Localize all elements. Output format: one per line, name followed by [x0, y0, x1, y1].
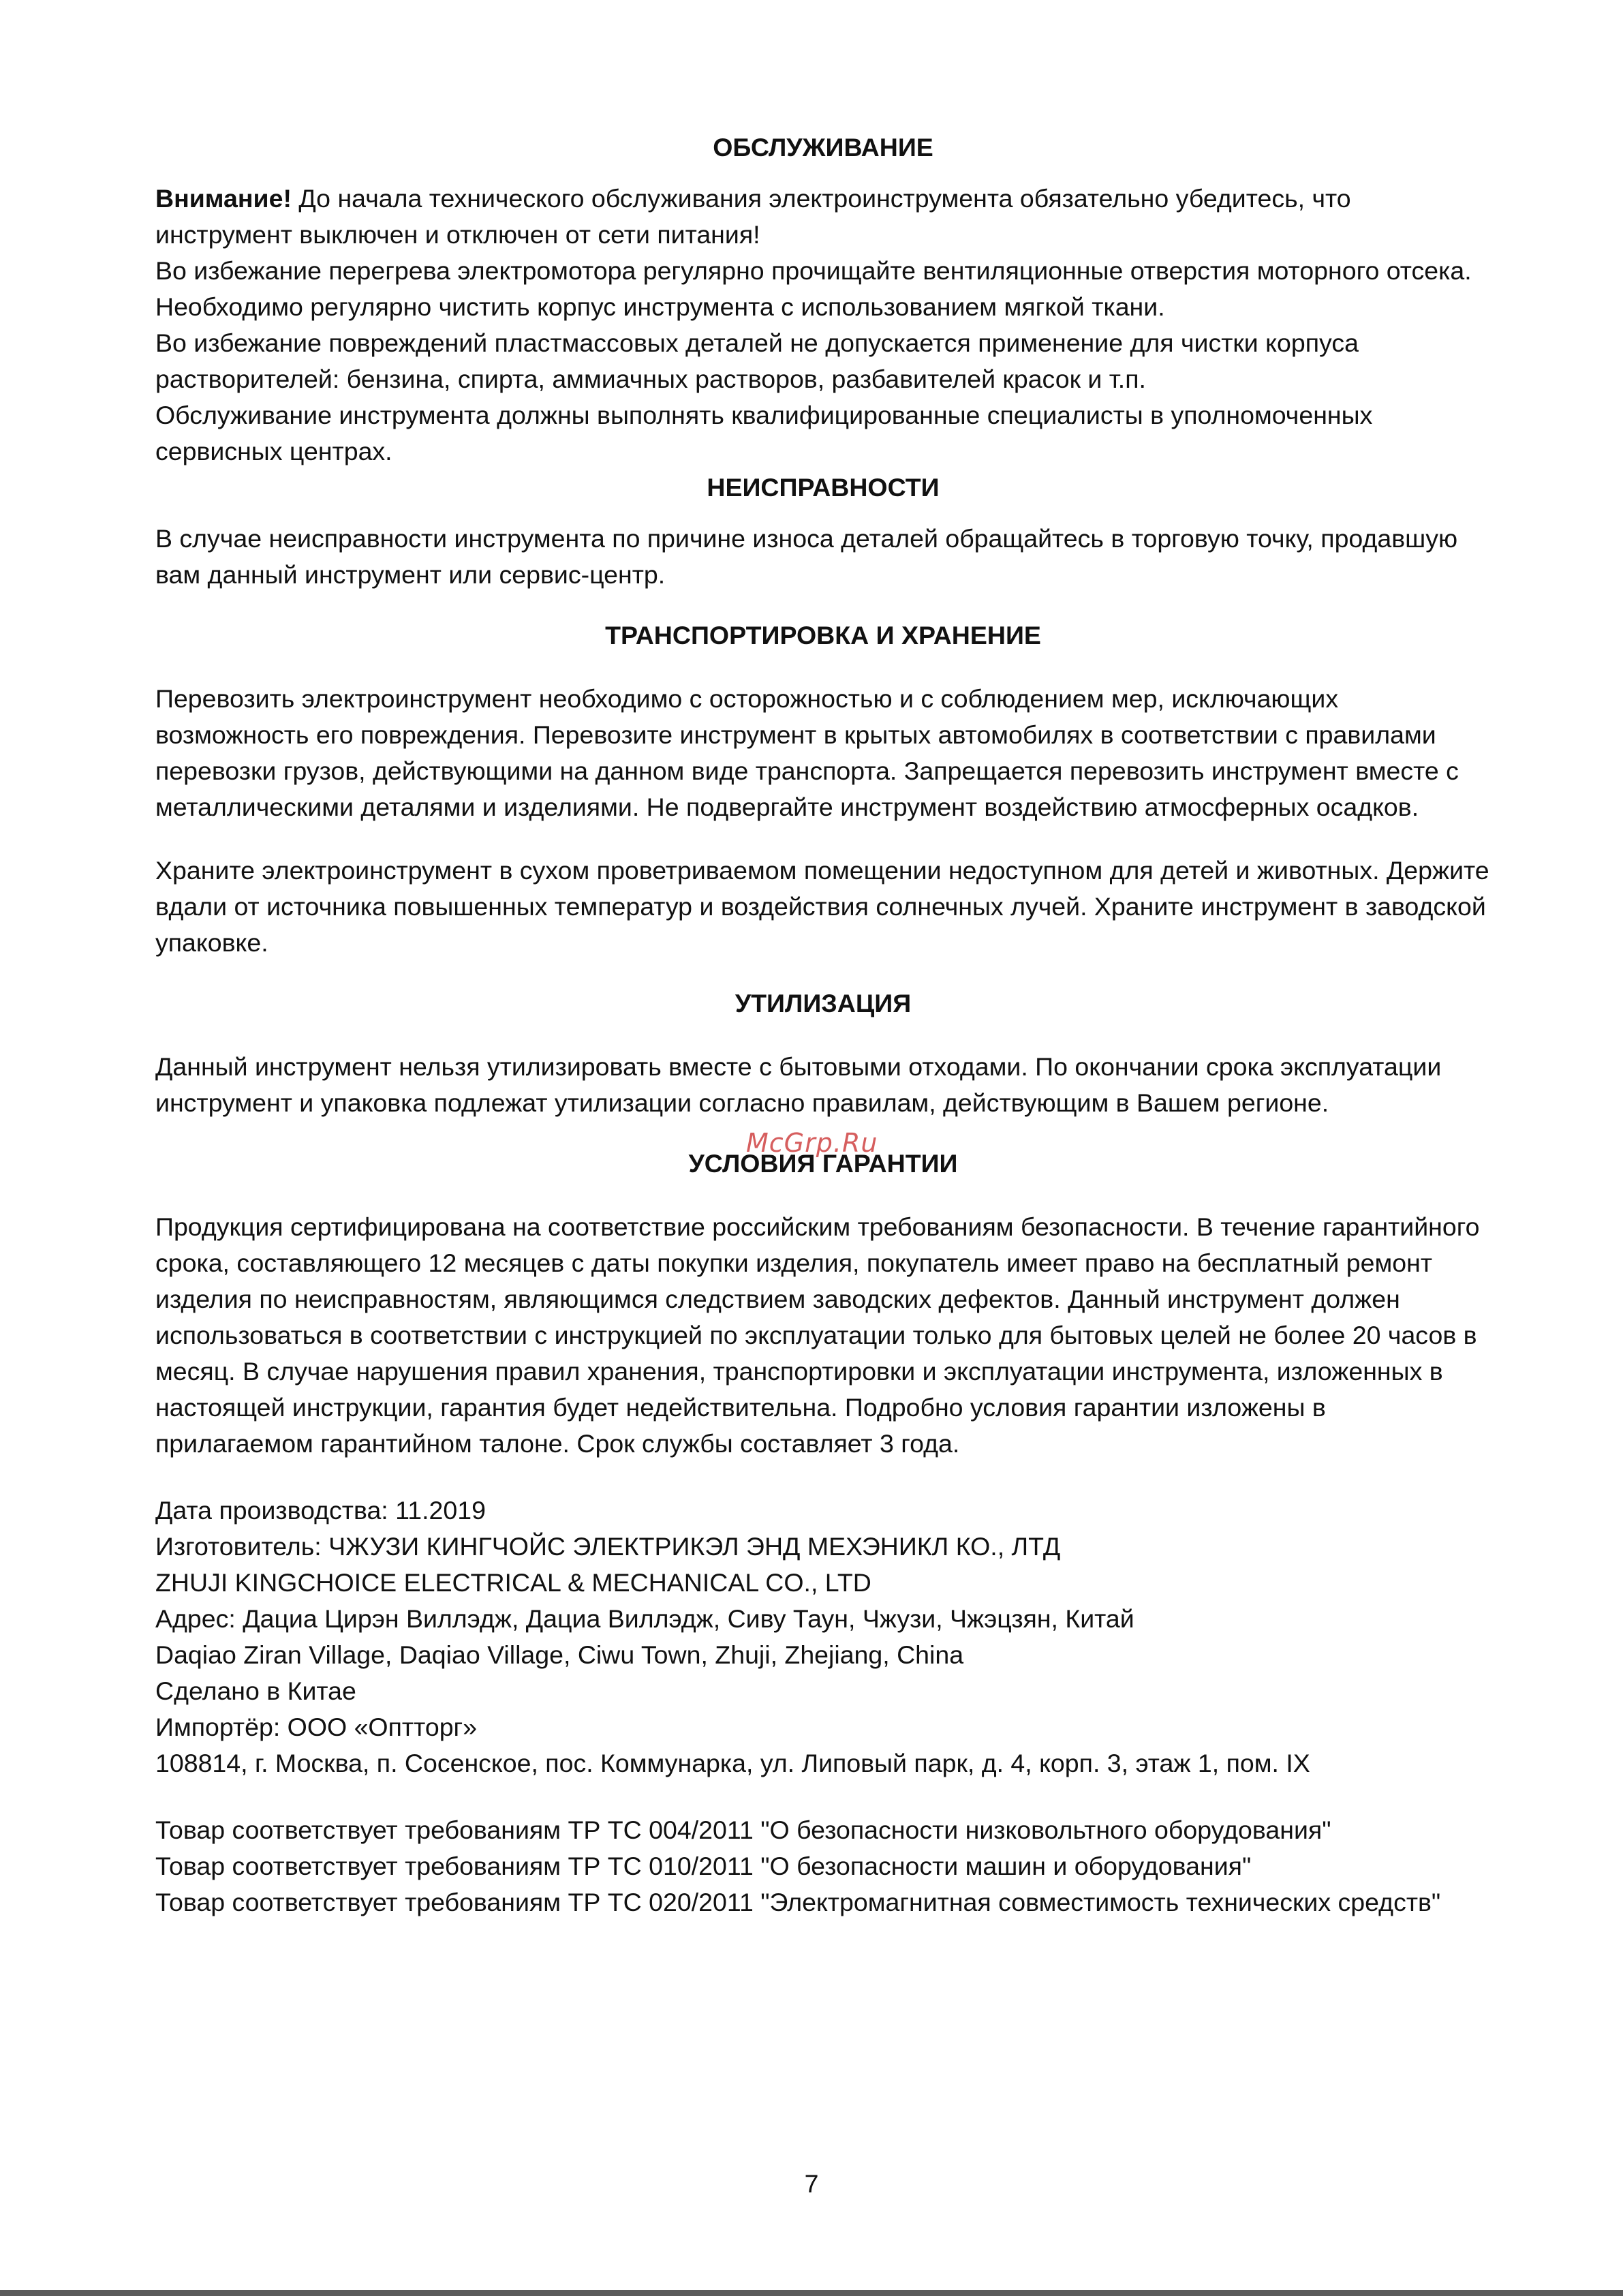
warranty-paragraph: Продукция сертифицирована на соответствие российским требованиям безопасности. В течение гарантийного срока, составляющего 12 месяцев с даты покупки изделия, покупатель имеет право на бесплатный ремонт изделия по неисправностям, являющимся следствием заводских дефектов. Данный инструмент должен использоваться в соответствии с инструкцией по эксплуатации только для бытовых целей не более 20 часов в месяц. В случае нарушения правил хранения, транспортировки и эксплуатации инструмента, изложенных в настоящей инструкции, гарантия будет недействительна. Подробно условия гарантии изложены в прилагаемом гарантийном талоне. Срок службы составляет 3 года.	[155, 1212, 1480, 1458]
made-in: Сделано в Китае	[155, 1677, 356, 1705]
disposal-paragraph: Данный инструмент нельзя утилизировать вместе с бытовыми отходами. По окончании срока эксплуатации инструмент и упаковка подлежат утилизации согласно правилам, действующим в Вашем регионе.	[155, 1052, 1442, 1117]
faults-paragraph: В случае неисправности инструмента по причине износа деталей обращайтесь в торговую точку, продавшую вам данный инструмент или сервис-центр.	[155, 524, 1458, 589]
section-title-disposal: УТИЛИЗАЦИЯ	[735, 989, 912, 1017]
maintenance-paragraph-1: Во избежание перегрева электромотора регулярно прочищайте вентиляционные отверстия моторного отсека. Необходимо регулярно чистить корпус инструмента с использованием мягкой ткани.	[155, 256, 1472, 321]
section-title-maintenance: ОБСЛУЖИВАНИЕ	[713, 133, 933, 162]
maintenance-paragraph-2: Во избежание повреждений пластмассовых деталей не допускается применение для чистки корпуса растворителей: бензина, спирта, аммиачных растворов, разбавителей красок и т.п.	[155, 328, 1359, 393]
manufacturer-address-ru: Адрес: Дациа Цирэн Виллэдж, Дациа Виллэдж, Сиву Таун, Чжузи, Чжэцзян, Китай	[155, 1604, 1134, 1633]
warning-text: До начала технического обслуживания электроинструмента обязательно убедитесь, что инструмент выключен и отключен от сети питания!	[155, 184, 1351, 249]
compliance-list	[155, 1812, 1491, 1920]
transport-paragraph-1: Перевозить электроинструмент необходимо с осторожностью и с соблюдением мер, исключающих возможность его повреждения. Перевозите инструмент в крытых автомобилях в соответствии с правилами перевозки грузов, действующими на данном виде транспорта. Запрещается перевозить инструмент вместе с металлическими деталями и изделиями. Не подвергайте инструмент воздействию атмосферных осадков.	[155, 684, 1459, 821]
compliance-item: Товар соответствует требованиям ТР ТС 010/2011 "О безопасности машин и оборудования"	[155, 1852, 1252, 1880]
importer-name: Импортёр: ООО «Оптторг»	[155, 1713, 478, 1741]
manufacturer-address-en: Daqiao Ziran Village, Daqiao Village, Ciwu Town, Zhuji, Zhejiang, China	[155, 1640, 964, 1669]
section-title-transport: ТРАНСПОРТИРОВКА И ХРАНЕНИЕ	[605, 621, 1041, 649]
maintenance-paragraph-3: Обслуживание инструмента должны выполнять квалифицированные специалисты в уполномоченных сервисных центрах.	[155, 401, 1373, 465]
compliance-item: Товар соответствует требованиям ТР ТС 020/2011 "Электромагнитная совместимость технических средств"	[155, 1888, 1441, 1916]
warning-label: Внимание!	[155, 184, 292, 213]
watermark: McGrp.Ru	[746, 1128, 878, 1158]
manufacturer-name-en: ZHUJI KINGCHOICE ELECTRICAL & MECHANICAL CO., LTD	[155, 1568, 871, 1597]
compliance-item: Товар соответствует требованиям ТР ТС 004/2011 "О безопасности низковольтного оборудования"	[155, 1816, 1331, 1844]
maintenance-warning	[155, 181, 1491, 253]
document-page	[155, 129, 1491, 1920]
section-title-warranty: УСЛОВИЯ ГАРАНТИИ	[688, 1149, 958, 1178]
bottom-divider	[0, 2290, 1623, 2296]
manufacturer-name-ru: Изготовитель: ЧЖУЗИ КИНГЧОЙС ЭЛЕКТРИКЭЛ ЭНД МЕХЭНИКЛ КО., ЛТД	[155, 1532, 1061, 1561]
manufacturer-info	[155, 1493, 1491, 1781]
transport-paragraph-2: Храните электроинструмент в сухом проветриваемом помещении недоступном для детей и животных. Держите вдали от источника повышенных температур и воздействия солнечных лучей. Храните инструмент в заводской упаковке.	[155, 856, 1489, 957]
section-title-faults: НЕИСПРАВНОСТИ	[707, 473, 940, 502]
page-number: 7	[804, 2169, 819, 2198]
importer-address: 108814, г. Москва, п. Сосенское, пос. Коммунарка, ул. Липовый парк, д. 4, корп. 3, этаж 1, пом. IX	[155, 1749, 1310, 1777]
production-date: Дата производства: 11.2019	[155, 1496, 486, 1525]
